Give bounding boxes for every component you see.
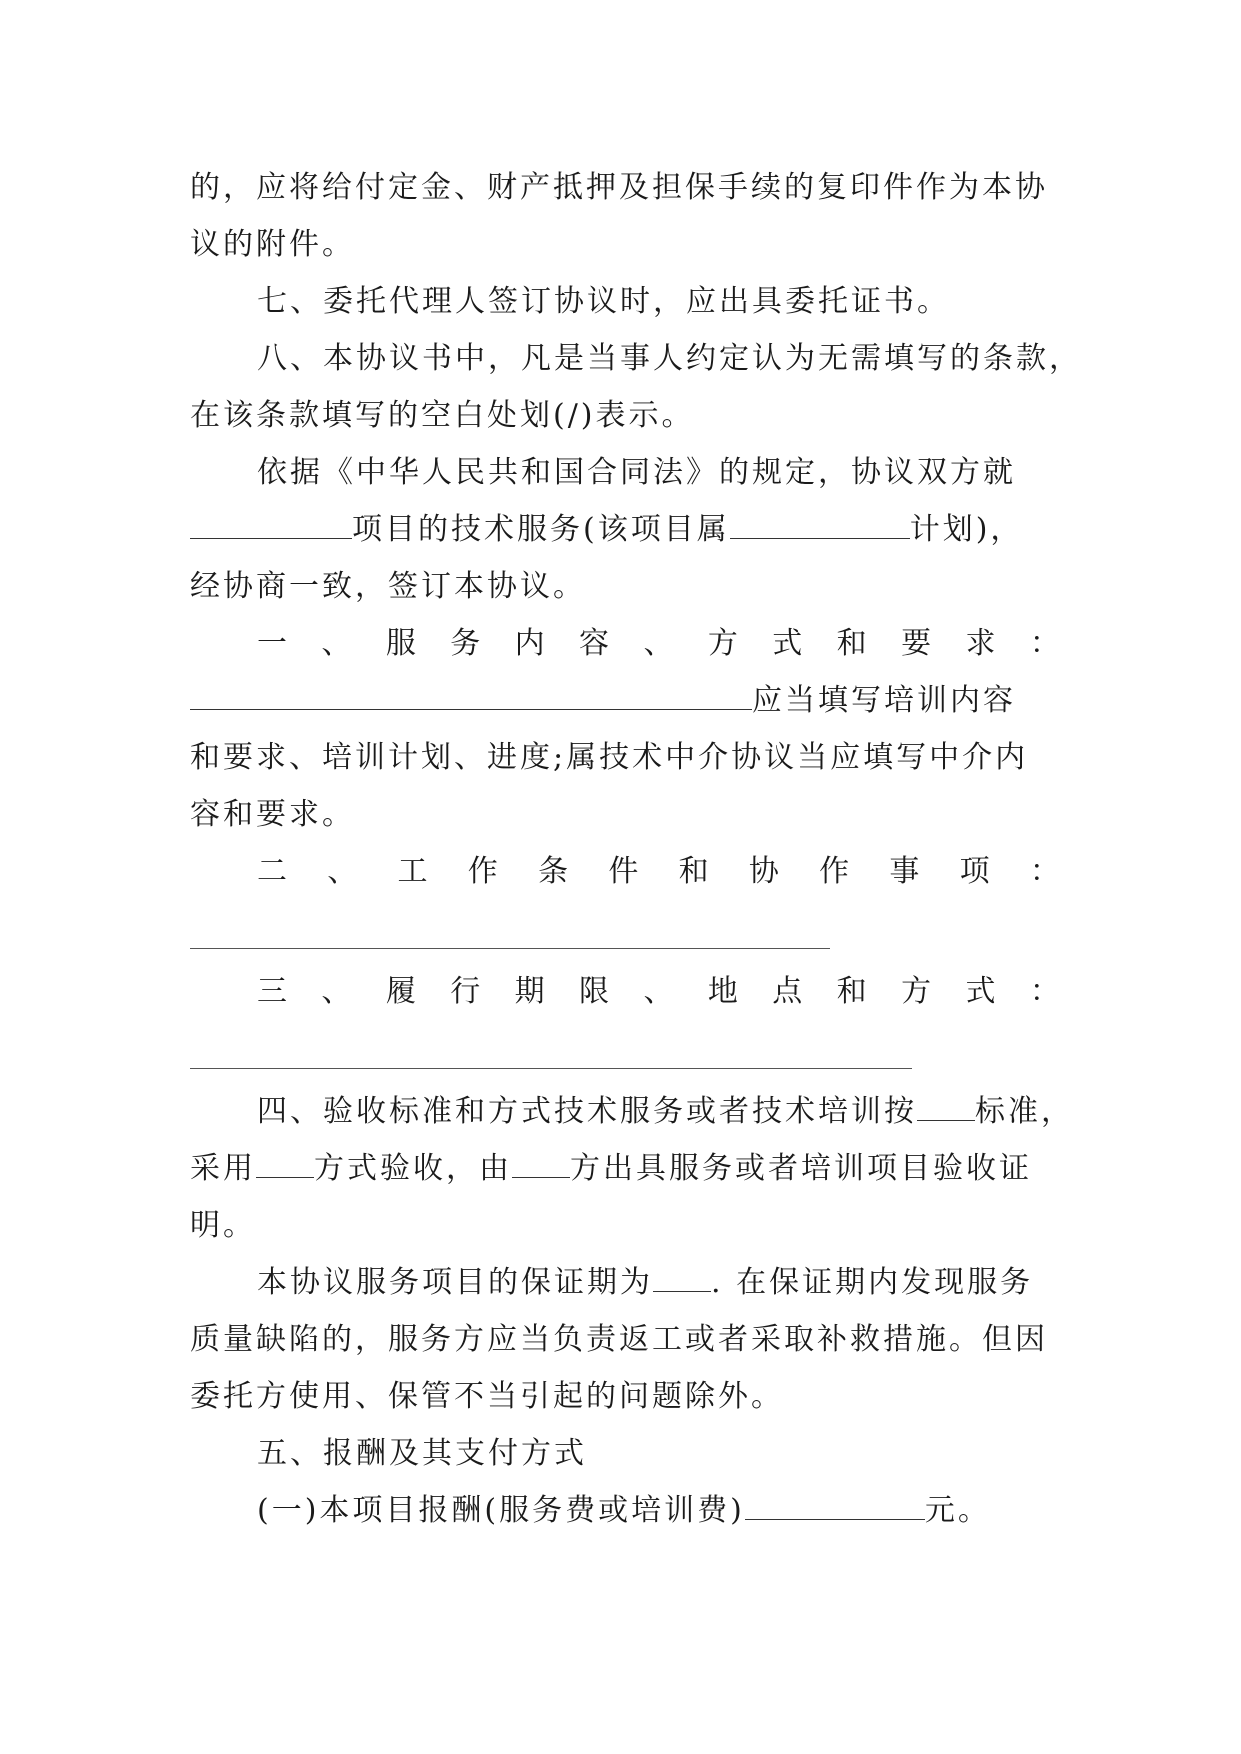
heading-char: 作 <box>819 854 850 889</box>
heading-char: 方 <box>707 626 738 661</box>
heading-char: 、 <box>321 974 352 1009</box>
text-span: 本协议服务项目的保证期为 <box>257 1265 653 1300</box>
text-span: 标准， <box>975 1094 1074 1129</box>
clause-eight: 八、本协议书中，凡是当事人约定认为无需填写的条款， <box>257 341 1082 376</box>
remuneration-line <box>257 1491 1060 1531</box>
text-line: 的，应将给付定金、财产抵押及担保手续的复印件作为本协 <box>190 170 1048 205</box>
acceptance-method-blank[interactable] <box>256 1149 314 1178</box>
issuing-party-blank[interactable] <box>512 1149 570 1178</box>
preamble-line <box>190 510 1060 550</box>
heading-char: 和 <box>836 626 867 661</box>
heading-char: 要 <box>901 626 932 661</box>
heading-char: 服 <box>385 626 416 661</box>
section-one-heading <box>257 624 1060 664</box>
heading-char: 二 <box>257 854 287 889</box>
heading-char: 、 <box>327 854 358 889</box>
heading-char: 务 <box>450 626 481 661</box>
term-location-blank[interactable] <box>190 1068 912 1069</box>
heading-char: 作 <box>467 854 498 889</box>
heading-char: 一 <box>257 626 287 661</box>
heading-char: ： <box>1029 974 1060 1009</box>
text-span: 方出具服务或者培训项目验收证 <box>570 1151 1032 1186</box>
heading-char: 容 <box>579 626 610 661</box>
text-span: 四、验收标准和方式技术服务或者技术培训按 <box>257 1094 917 1129</box>
acceptance-standard-blank[interactable] <box>917 1092 975 1121</box>
text-span: 采用 <box>190 1151 256 1186</box>
text-span: 应当填写培训内容 <box>752 683 1016 718</box>
text-span: 元。 <box>924 1493 991 1528</box>
heading-char: 点 <box>772 974 803 1009</box>
heading-char: 式 <box>965 974 996 1009</box>
text-line: 质量缺陷的，服务方应当负责返工或者采取补救措施。但因 <box>190 1322 1048 1357</box>
text-span: 方式验收，由 <box>314 1151 512 1186</box>
heading-char: 条 <box>538 854 569 889</box>
heading-char: 、 <box>643 974 674 1009</box>
heading-char: 三 <box>257 974 287 1009</box>
heading-char: 式 <box>772 626 803 661</box>
text-line: 明。 <box>190 1208 256 1243</box>
heading-char: 内 <box>514 626 545 661</box>
text-span: 计划)， <box>909 512 1024 547</box>
preamble-line: 依据《中华人民共和国合同法》的规定，协议双方就 <box>257 455 1016 490</box>
heading-char: 行 <box>450 974 481 1009</box>
heading-char: 方 <box>901 974 932 1009</box>
heading-char: 限 <box>579 974 610 1009</box>
text-line: 经协商一致，签订本协议。 <box>190 569 586 604</box>
project-name-blank[interactable] <box>190 510 352 539</box>
section-four-line <box>190 1149 1060 1189</box>
text-span: 项目的技术服务(该项目属 <box>352 512 730 547</box>
heading-char: 协 <box>748 854 779 889</box>
heading-char: 项 <box>959 854 990 889</box>
work-conditions-blank[interactable] <box>190 948 830 949</box>
remuneration-amount-blank[interactable] <box>745 1491 925 1520</box>
heading-char: ： <box>1029 626 1060 661</box>
heading-char: 事 <box>889 854 920 889</box>
section-two-heading <box>257 852 1060 892</box>
plan-name-blank[interactable] <box>730 510 910 539</box>
text-line: 委托方使用、保管不当引起的问题除外。 <box>190 1379 784 1414</box>
text-span: (一)本项目报酬(服务费或培训费) <box>257 1493 745 1528</box>
warranty-period-blank[interactable] <box>653 1263 711 1292</box>
heading-char: 和 <box>678 854 709 889</box>
heading-char: 、 <box>321 626 352 661</box>
heading-char: 、 <box>643 626 674 661</box>
heading-char: 履 <box>385 974 416 1009</box>
service-content-blank[interactable] <box>190 681 752 710</box>
heading-char: 地 <box>707 974 738 1009</box>
section-four-line <box>257 1092 1074 1132</box>
heading-char: 求 <box>965 626 996 661</box>
heading-char: 和 <box>836 974 867 1009</box>
warranty-line <box>257 1263 1060 1303</box>
heading-char: 工 <box>397 854 428 889</box>
heading-char: 期 <box>514 974 545 1009</box>
text-span: . 在保证期内发现服务 <box>711 1265 1034 1300</box>
text-line <box>190 681 1060 721</box>
text-line: 在该条款填写的空白处划(/)表示。 <box>190 398 695 433</box>
text-line: 和要求、培训计划、进度;属技术中介协议当应填写中介内 <box>190 740 1029 775</box>
heading-char: ： <box>1029 854 1060 889</box>
section-three-heading <box>257 972 1060 1012</box>
text-line: 议的附件。 <box>190 227 355 262</box>
section-five-heading: 五、报酬及其支付方式 <box>257 1436 587 1471</box>
clause-seven: 七、委托代理人签订协议时，应出具委托证书。 <box>257 284 950 319</box>
text-line: 容和要求。 <box>190 797 355 832</box>
heading-char: 件 <box>608 854 639 889</box>
